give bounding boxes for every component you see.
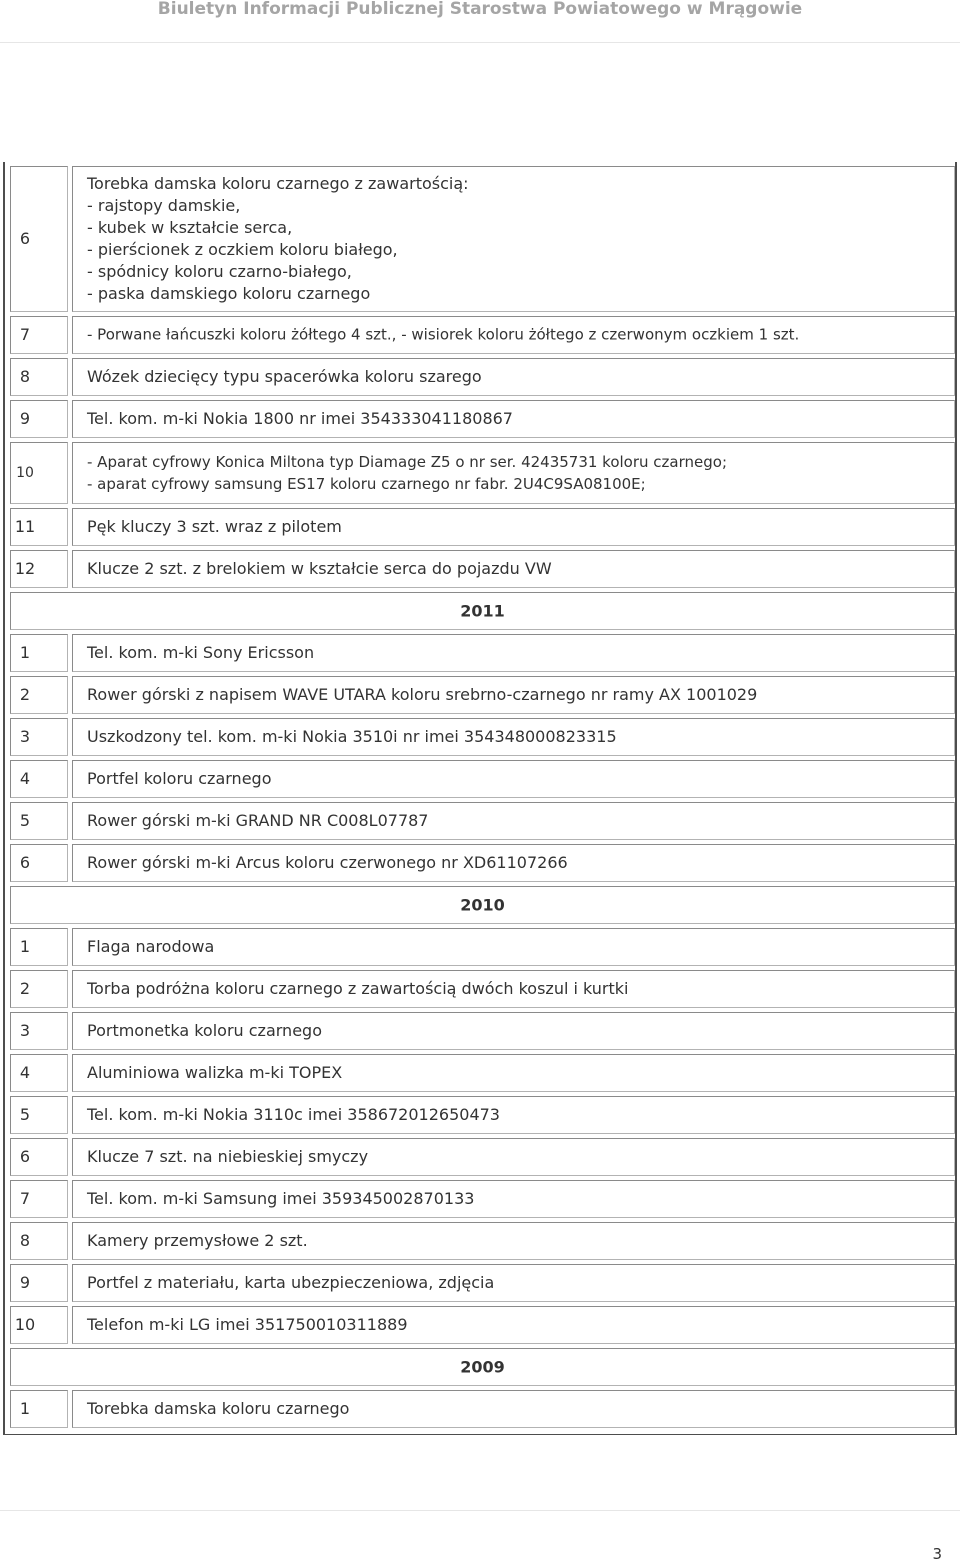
row-number: 1 — [10, 634, 68, 672]
row-number: 11 — [10, 508, 68, 546]
row-number: 10 — [10, 442, 68, 504]
items-table — [3, 162, 957, 1435]
row-description: - Porwane łańcuszki koloru żółtego 4 szt., - wisiorek koloru żółtego z czerwonym oczkiem 1 szt. — [72, 316, 955, 354]
row-description: Tel. kom. m-ki Sony Ericsson — [72, 634, 955, 672]
row-description: Tel. kom. m-ki Nokia 1800 nr imei 354333041180867 — [72, 400, 955, 438]
page-number: 3 — [932, 1545, 942, 1563]
year-heading: 2009 — [10, 1348, 955, 1386]
year-heading: 2010 — [10, 886, 955, 924]
row-number: 7 — [10, 1180, 68, 1218]
row-description: Rower górski m-ki Arcus koloru czerwonego nr XD61107266 — [72, 844, 955, 882]
row-number: 2 — [10, 970, 68, 1008]
row-description: Portmonetka koloru czarnego — [72, 1012, 955, 1050]
row-number: 8 — [10, 358, 68, 396]
row-description: - Aparat cyfrowy Konica Miltona typ Diamage Z5 o nr ser. 42435731 koloru czarnego; - aparat cyfrowy samsung ES17 koloru czarnego nr fabr. 2U4C9SA08100E; — [72, 442, 955, 504]
row-number: 3 — [10, 718, 68, 756]
row-description: Tel. kom. m-ki Samsung imei 359345002870133 — [72, 1180, 955, 1218]
row-description: Torebka damska koloru czarnego — [72, 1390, 955, 1428]
row-description: Klucze 2 szt. z brelokiem w kształcie serca do pojazdu VW — [72, 550, 955, 588]
row-description: Rower górski m-ki GRAND NR C008L07787 — [72, 802, 955, 840]
row-number: 5 — [10, 1096, 68, 1134]
row-description: Portfel koloru czarnego — [72, 760, 955, 798]
row-number: 8 — [10, 1222, 68, 1260]
row-number: 1 — [10, 1390, 68, 1428]
row-description: Uszkodzony tel. kom. m-ki Nokia 3510i nr imei 354348000823315 — [72, 718, 955, 756]
row-number: 10 — [10, 1306, 68, 1344]
row-number: 6 — [10, 166, 68, 312]
row-number: 9 — [10, 1264, 68, 1302]
row-number: 4 — [10, 760, 68, 798]
row-number: 7 — [10, 316, 68, 354]
row-description: Tel. kom. m-ki Nokia 3110c imei 358672012650473 — [72, 1096, 955, 1134]
row-number: 9 — [10, 400, 68, 438]
row-number: 1 — [10, 928, 68, 966]
row-description: Pęk kluczy 3 szt. wraz z pilotem — [72, 508, 955, 546]
row-description: Kamery przemysłowe 2 szt. — [72, 1222, 955, 1260]
row-number: 6 — [10, 844, 68, 882]
row-description: Telefon m-ki LG imei 351750010311889 — [72, 1306, 955, 1344]
header-title: Biuletyn Informacji Publicznej Starostwa Powiatowego w Mrągowie — [157, 0, 803, 19]
row-number: 3 — [10, 1012, 68, 1050]
row-description: Klucze 7 szt. na niebieskiej smyczy — [72, 1138, 955, 1176]
row-number: 6 — [10, 1138, 68, 1176]
row-number: 5 — [10, 802, 68, 840]
row-description: Torebka damska koloru czarnego z zawartością: - rajstopy damskie, - kubek w kształcie serca, - pierścionek z oczkiem koloru białego, - spódnicy koloru czarno-białego, - paska damskiego koloru czarnego — [72, 166, 955, 312]
row-number: 4 — [10, 1054, 68, 1092]
footer-divider — [0, 1510, 960, 1511]
row-description: Portfel z materiału, karta ubezpieczeniowa, zdjęcia — [72, 1264, 955, 1302]
row-description: Wózek dziecięcy typu spacerówka koloru szarego — [72, 358, 955, 396]
row-description: Rower górski z napisem WAVE UTARA koloru srebrno-czarnego nr ramy AX 1001029 — [72, 676, 955, 714]
row-description: Torba podróżna koloru czarnego z zawartością dwóch koszul i kurtki — [72, 970, 955, 1008]
row-number: 12 — [10, 550, 68, 588]
year-heading: 2011 — [10, 592, 955, 630]
row-description: Flaga narodowa — [72, 928, 955, 966]
page-header — [0, 0, 960, 43]
row-description: Aluminiowa walizka m-ki TOPEX — [72, 1054, 955, 1092]
row-number: 2 — [10, 676, 68, 714]
